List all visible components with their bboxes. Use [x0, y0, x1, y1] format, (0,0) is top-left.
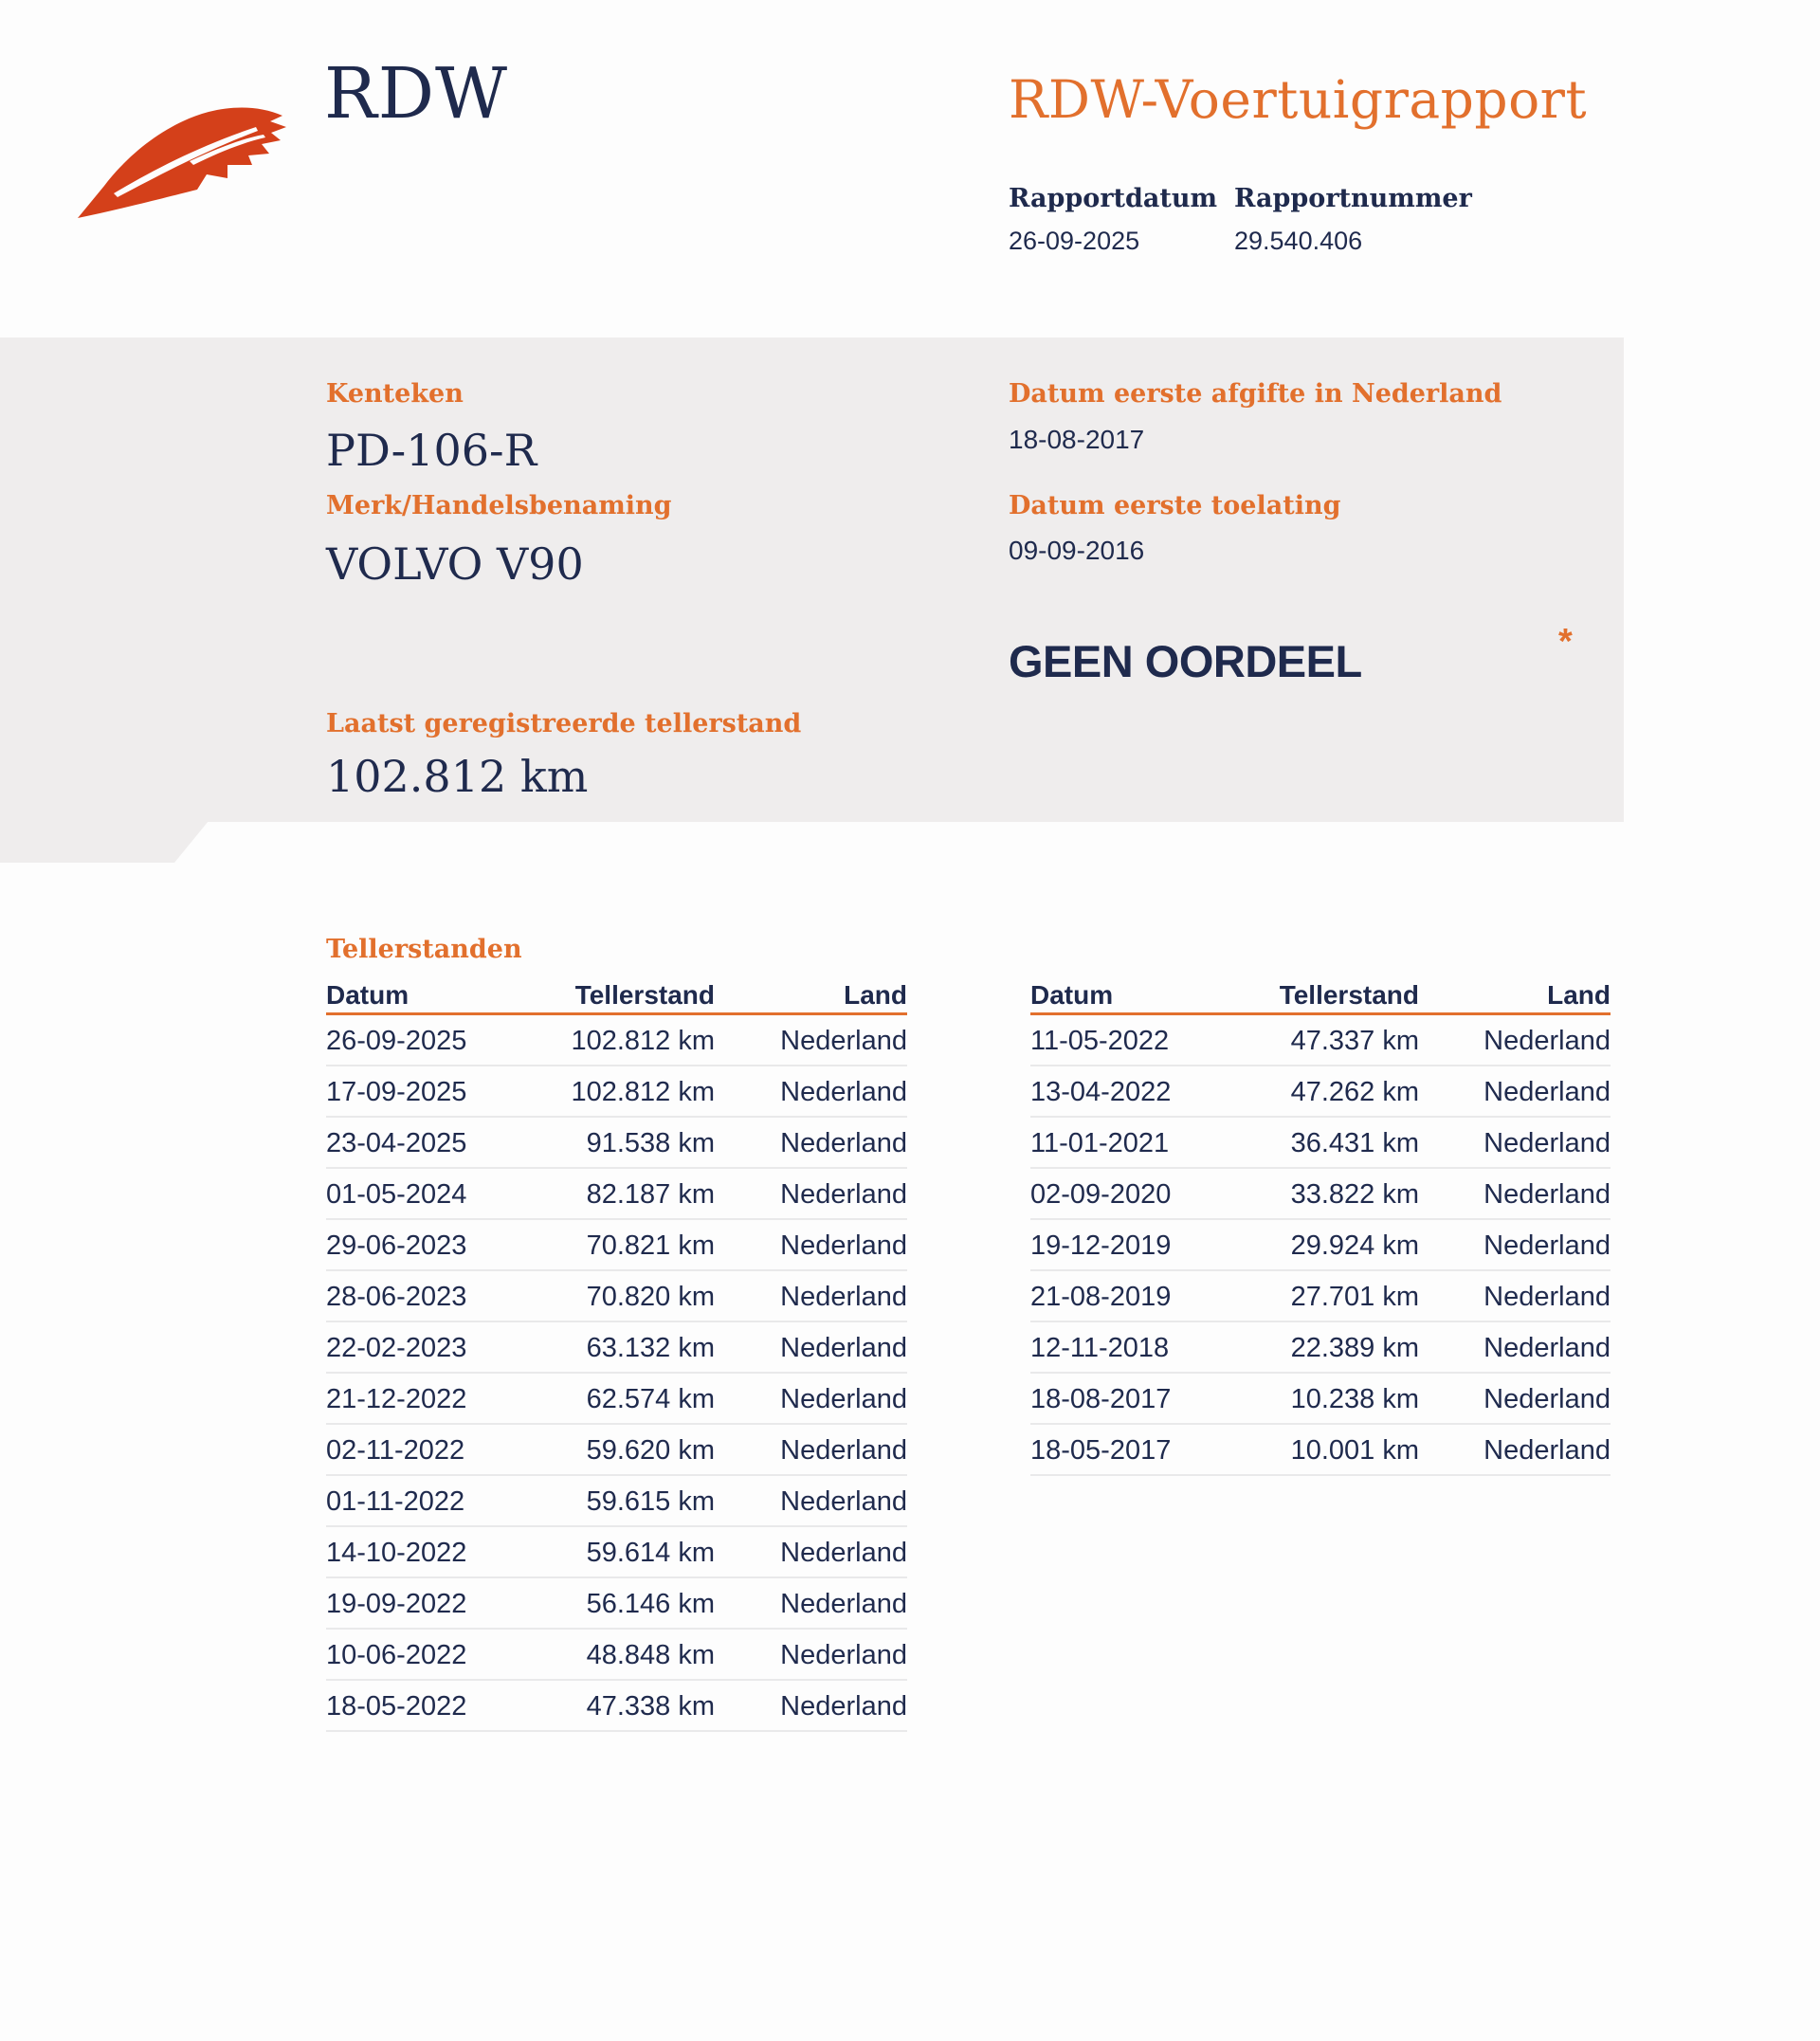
table-row: [326, 1424, 907, 1475]
row-country: Nederland: [1419, 1168, 1611, 1219]
row-reading: 10.001 km: [1229, 1424, 1419, 1475]
row-country: Nederland: [715, 1526, 907, 1577]
report-number-label: Rapportnummer: [1234, 184, 1472, 213]
table-row: [1030, 1066, 1611, 1117]
row-country: Nederland: [715, 1680, 907, 1731]
row-reading: 33.822 km: [1229, 1168, 1419, 1219]
table-row: [326, 1168, 907, 1219]
row-country: Nederland: [715, 1117, 907, 1168]
odometer-table-left: [326, 976, 907, 1732]
column-header-date: Datum: [1030, 976, 1229, 1014]
row-reading: 63.132 km: [525, 1321, 715, 1373]
table-row: [1030, 1014, 1611, 1066]
row-date: 14-10-2022: [326, 1526, 525, 1577]
table-header-row: [326, 976, 907, 1014]
table-row: [326, 1475, 907, 1526]
row-reading: 102.812 km: [525, 1066, 715, 1117]
row-reading: 47.262 km: [1229, 1066, 1419, 1117]
first-issue-nl-value: 18-08-2017: [1009, 425, 1145, 454]
table-row: [326, 1270, 907, 1321]
row-reading: 82.187 km: [525, 1168, 715, 1219]
column-header-country: Land: [1419, 976, 1611, 1014]
first-admission-label: Datum eerste toelating: [1009, 491, 1341, 520]
row-country: Nederland: [715, 1014, 907, 1066]
row-date: 21-08-2019: [1030, 1270, 1229, 1321]
brand-name: RDW: [324, 53, 509, 135]
report-date-label: Rapportdatum: [1009, 184, 1218, 213]
table-row: [1030, 1424, 1611, 1475]
row-country: Nederland: [1419, 1424, 1611, 1475]
row-reading: 22.389 km: [1229, 1321, 1419, 1373]
row-reading: 102.812 km: [525, 1014, 715, 1066]
column-header-reading: Tellerstand: [525, 976, 715, 1014]
row-date: 18-05-2017: [1030, 1424, 1229, 1475]
row-date: 26-09-2025: [326, 1014, 525, 1066]
row-date: 01-05-2024: [326, 1168, 525, 1219]
row-reading: 56.146 km: [525, 1577, 715, 1629]
row-date: 18-08-2017: [1030, 1373, 1229, 1424]
row-reading: 36.431 km: [1229, 1117, 1419, 1168]
row-country: Nederland: [715, 1168, 907, 1219]
row-country: Nederland: [1419, 1066, 1611, 1117]
row-country: Nederland: [1419, 1270, 1611, 1321]
row-date: 01-11-2022: [326, 1475, 525, 1526]
table-row: [326, 1373, 907, 1424]
table-row: [326, 1629, 907, 1680]
row-date: 19-09-2022: [326, 1577, 525, 1629]
table-row: [326, 1014, 907, 1066]
column-header-country: Land: [715, 976, 907, 1014]
table-header-row: [1030, 976, 1611, 1014]
table-row: [326, 1117, 907, 1168]
make-value: VOLVO V90: [326, 538, 584, 590]
row-date: 29-06-2023: [326, 1219, 525, 1270]
row-reading: 47.337 km: [1229, 1014, 1419, 1066]
row-date: 17-09-2025: [326, 1066, 525, 1117]
row-reading: 70.821 km: [525, 1219, 715, 1270]
last-reading-label: Laatst geregistreerde tellerstand: [326, 709, 802, 738]
table-row: [1030, 1373, 1611, 1424]
row-date: 22-02-2023: [326, 1321, 525, 1373]
table-row: [1030, 1321, 1611, 1373]
column-header-reading: Tellerstand: [1229, 976, 1419, 1014]
table-row: [326, 1577, 907, 1629]
row-reading: 59.620 km: [525, 1424, 715, 1475]
plate-label: Kenteken: [326, 379, 464, 409]
row-reading: 91.538 km: [525, 1117, 715, 1168]
row-date: 21-12-2022: [326, 1373, 525, 1424]
last-reading-value: 102.812 km: [326, 751, 589, 802]
table-row: [326, 1526, 907, 1577]
odometer-table-right: [1030, 976, 1611, 1476]
row-reading: 10.238 km: [1229, 1373, 1419, 1424]
row-country: Nederland: [1419, 1219, 1611, 1270]
row-country: Nederland: [715, 1475, 907, 1526]
column-header-date: Datum: [326, 976, 525, 1014]
row-reading: 59.615 km: [525, 1475, 715, 1526]
table-row: [1030, 1117, 1611, 1168]
row-date: 11-01-2021: [1030, 1117, 1229, 1168]
row-date: 02-09-2020: [1030, 1168, 1229, 1219]
report-title: RDW-Voertuigrapport: [1009, 69, 1588, 130]
odometer-heading: Tellerstanden: [326, 935, 522, 964]
row-reading: 59.614 km: [525, 1526, 715, 1577]
row-reading: 27.701 km: [1229, 1270, 1419, 1321]
table-row: [326, 1066, 907, 1117]
row-country: Nederland: [715, 1577, 907, 1629]
row-reading: 70.820 km: [525, 1270, 715, 1321]
make-label: Merk/Handelsbenaming: [326, 491, 672, 520]
row-country: Nederland: [1419, 1321, 1611, 1373]
row-country: Nederland: [1419, 1014, 1611, 1066]
plate-value: PD-106-R: [326, 425, 537, 476]
row-country: Nederland: [715, 1270, 907, 1321]
row-country: Nederland: [1419, 1117, 1611, 1168]
row-reading: 29.924 km: [1229, 1219, 1419, 1270]
odometer-verdict: GEEN OORDEEL: [1009, 636, 1362, 686]
row-date: 02-11-2022: [326, 1424, 525, 1475]
row-date: 13-04-2022: [1030, 1066, 1229, 1117]
table-row: [1030, 1168, 1611, 1219]
row-reading: 62.574 km: [525, 1373, 715, 1424]
row-date: 10-06-2022: [326, 1629, 525, 1680]
table-row: [326, 1219, 907, 1270]
table-row: [326, 1680, 907, 1731]
row-date: 12-11-2018: [1030, 1321, 1229, 1373]
first-issue-nl-label: Datum eerste afgifte in Nederland: [1009, 379, 1502, 409]
row-country: Nederland: [715, 1424, 907, 1475]
panel-notch-shape: [0, 821, 209, 863]
row-country: Nederland: [715, 1219, 907, 1270]
report-date: 26-09-2025: [1009, 227, 1140, 255]
row-date: 23-04-2025: [326, 1117, 525, 1168]
row-country: Nederland: [715, 1629, 907, 1680]
row-date: 18-05-2022: [326, 1680, 525, 1731]
table-row: [326, 1321, 907, 1373]
verdict-footnote-marker: *: [1558, 622, 1573, 662]
row-date: 19-12-2019: [1030, 1219, 1229, 1270]
row-reading: 48.848 km: [525, 1629, 715, 1680]
table-row: [1030, 1219, 1611, 1270]
row-reading: 47.338 km: [525, 1680, 715, 1731]
vehicle-summary-panel: [0, 337, 1624, 822]
row-country: Nederland: [1419, 1373, 1611, 1424]
row-country: Nederland: [715, 1066, 907, 1117]
row-country: Nederland: [715, 1321, 907, 1373]
row-date: 28-06-2023: [326, 1270, 525, 1321]
table-row: [1030, 1270, 1611, 1321]
row-country: Nederland: [715, 1373, 907, 1424]
report-number: 29.540.406: [1234, 227, 1363, 255]
row-date: 11-05-2022: [1030, 1014, 1229, 1066]
first-admission-value: 09-09-2016: [1009, 536, 1145, 565]
rdw-logo-icon: [76, 102, 294, 221]
